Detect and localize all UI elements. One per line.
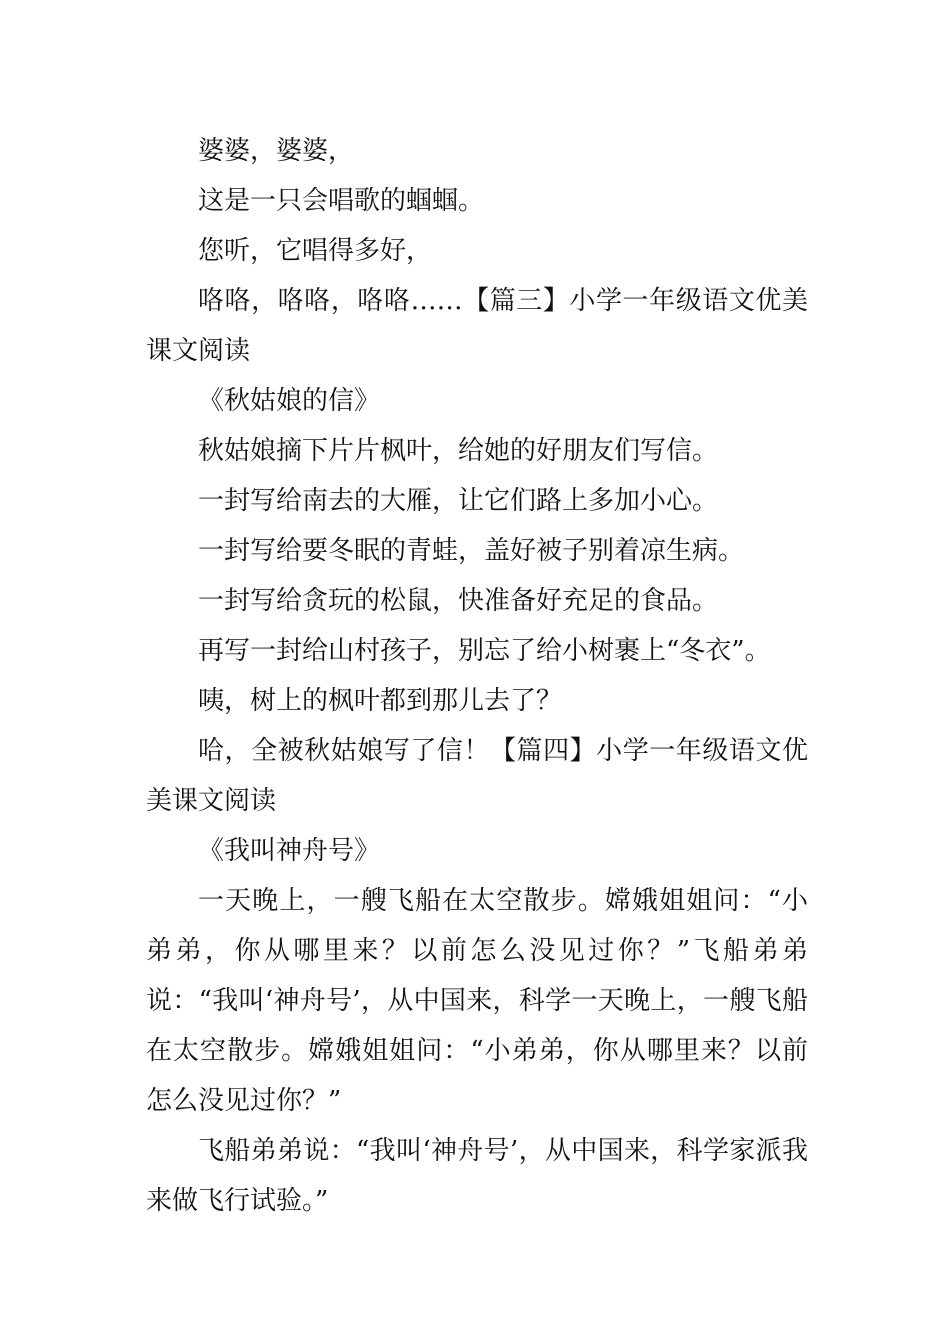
section-title: 《我叫神舟号》 [198, 836, 381, 866]
paragraph: 秋姑娘摘下片片枫叶，给她的好朋友们写信。 [198, 436, 719, 466]
paragraph: 再写一封给山村孩子，别忘了给小树裹上“冬衣”。 [198, 636, 771, 666]
section-title: 《秋姑娘的信》 [198, 386, 381, 416]
paragraph: 一封写给南去的大雁，让它们路上多加小心。 [198, 486, 719, 516]
paragraph: 婆婆，婆婆， [198, 136, 355, 166]
paragraph: 咯咯，咯咯，咯咯……【篇三】小学一年级语文优美课文阅读 [146, 286, 808, 366]
paragraph: 这是一只会唱歌的蝈蝈。 [198, 186, 485, 216]
paragraph: 一天晚上，一艘飞船在太空散步。嫦娥姐姐问：“小弟弟，你从哪里来？以前怎么没见过你？”飞船弟弟说：“我叫‘神舟号’，从中国来，科学一天晚上，一艘飞船在太空散步。嫦娥姐姐问：“小弟弟，你从哪里来？以前怎么没见过你？” [146, 886, 808, 1116]
paragraph: 您听，它唱得多好， [198, 236, 433, 266]
paragraph: 一封写给要冬眠的青蛙，盖好被子别着凉生病。 [198, 536, 745, 566]
document-body [146, 126, 808, 1226]
paragraph: 咦，树上的枫叶都到那儿去了？ [198, 686, 563, 716]
paragraph: 飞船弟弟说：“我叫‘神舟号’，从中国来，科学家派我来做飞行试验。” [146, 1136, 808, 1216]
paragraph: 哈，全被秋姑娘写了信！【篇四】小学一年级语文优美课文阅读 [146, 736, 808, 816]
paragraph: 一封写给贪玩的松鼠，快准备好充足的食品。 [198, 586, 719, 616]
